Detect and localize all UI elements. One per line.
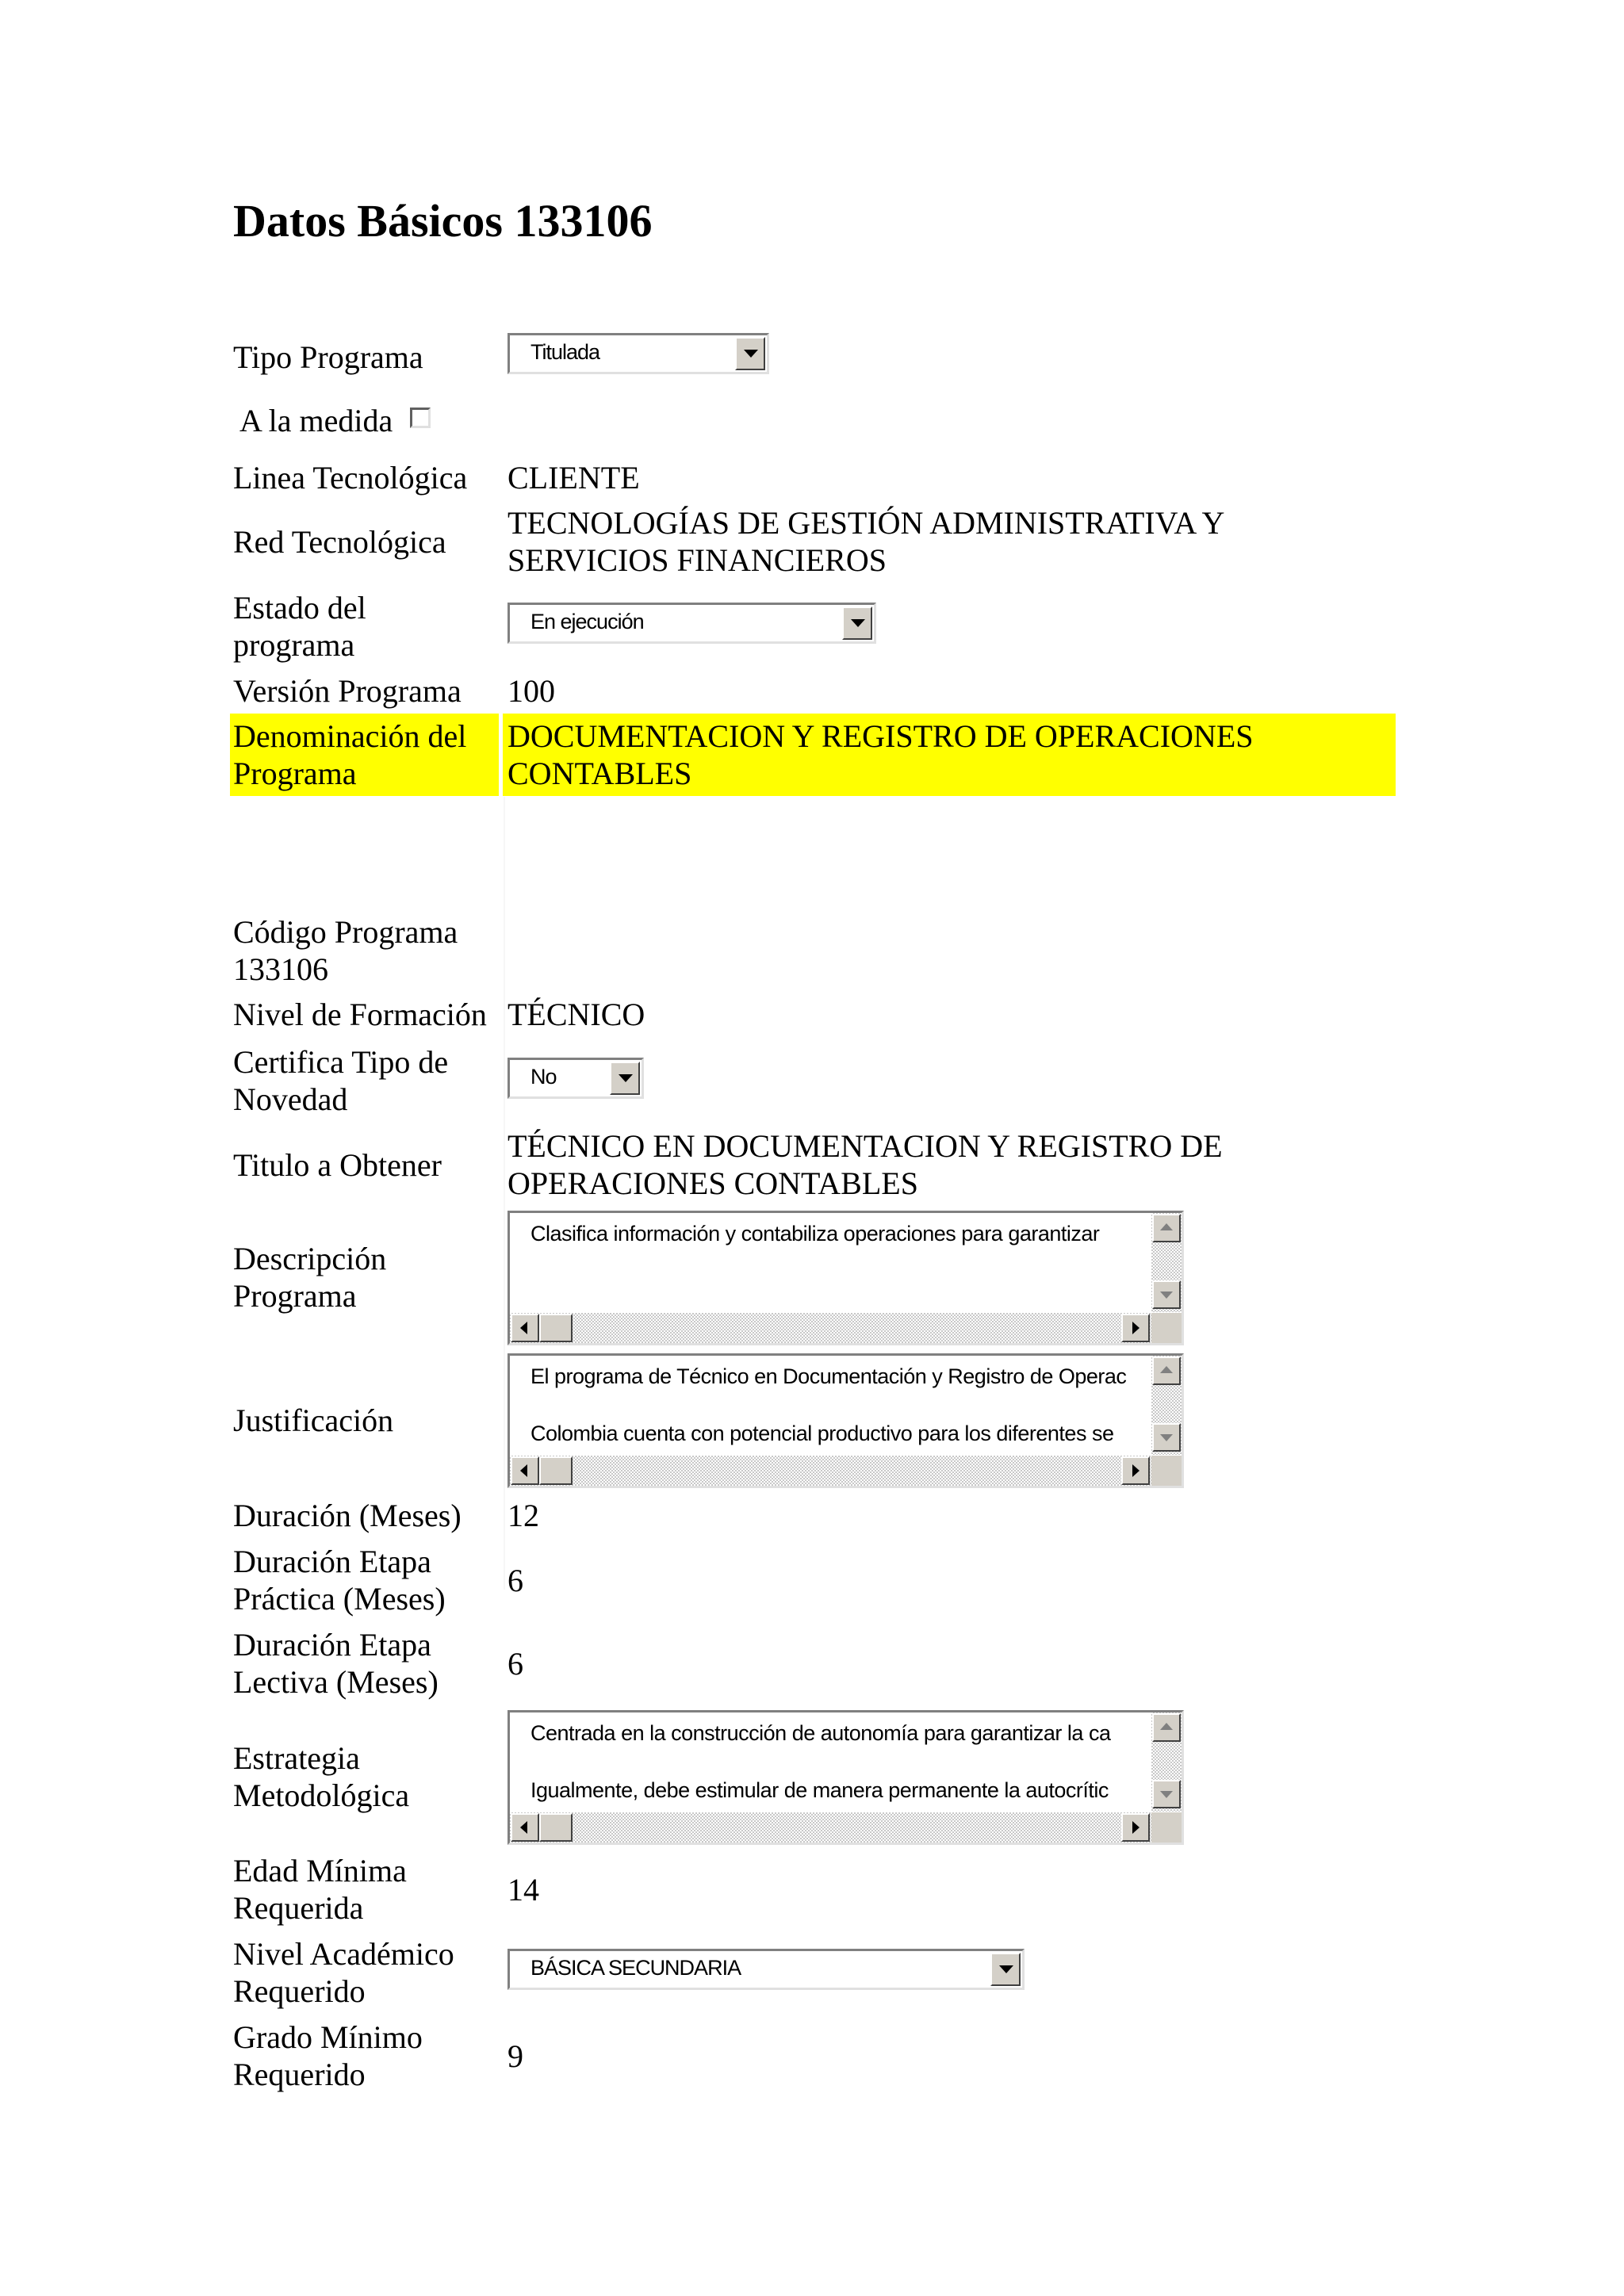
red-tecnologica-value-line1: TECNOLOGÍAS DE GESTIÓN ADMINISTRATIVA Y (508, 505, 1225, 541)
nivel-academico-select[interactable] (508, 1949, 1025, 1990)
certifica-novedad-label-line1: Certifica Tipo de (233, 1044, 449, 1080)
scroll-left-icon[interactable] (511, 1314, 539, 1342)
version-programa-label: Versión Programa (233, 673, 462, 709)
estado-programa-label-line2: programa (233, 627, 355, 663)
chevron-down-icon[interactable] (610, 1062, 640, 1095)
estado-programa-select[interactable] (508, 603, 876, 644)
a-la-medida-checkbox[interactable] (410, 408, 431, 428)
scroll-thumb[interactable] (539, 1456, 573, 1485)
highlight-divider (499, 714, 503, 796)
titulo-obtener-label: Titulo a Obtener (233, 1147, 442, 1183)
scroll-right-icon[interactable] (1121, 1314, 1150, 1342)
linea-tecnologica-label: Linea Tecnológica (233, 460, 468, 496)
denominacion-label-line1: Denominación del (233, 718, 467, 754)
linea-tecnologica-value: CLIENTE (508, 460, 640, 496)
edad-minima-value: 14 (508, 1872, 539, 1908)
nivel-academico-label-line2: Requerido (233, 1973, 366, 2009)
edad-minima-label-line1: Edad Mínima (233, 1853, 407, 1888)
descripcion-text-line2 (530, 1276, 1157, 1305)
justificacion-label: Justificación (233, 1402, 394, 1438)
chevron-down-icon[interactable] (990, 1953, 1021, 1986)
scroll-left-icon[interactable] (511, 1456, 539, 1485)
scroll-right-icon[interactable] (1121, 1813, 1150, 1842)
tipo-programa-value: Titulada (530, 340, 600, 364)
scroll-thumb[interactable] (539, 1813, 573, 1842)
duracion-lectiva-value: 6 (508, 1646, 523, 1682)
scrollbar-corner (1151, 1812, 1182, 1843)
grado-minimo-value: 9 (508, 2038, 523, 2074)
red-tecnologica-value-line2: SERVICIOS FINANCIEROS (508, 542, 887, 578)
justificacion-textarea[interactable] (508, 1353, 1184, 1488)
certifica-novedad-label-line2: Novedad (233, 1081, 348, 1117)
scroll-down-icon[interactable] (1152, 1423, 1181, 1452)
duracion-practica-value: 6 (508, 1563, 523, 1598)
duracion-lectiva-label-line2: Lectiva (Meses) (233, 1664, 439, 1700)
duracion-practica-label-line2: Práctica (Meses) (233, 1581, 446, 1617)
scroll-down-icon[interactable] (1152, 1280, 1181, 1309)
certifica-novedad-select[interactable] (508, 1058, 644, 1099)
descripcion-textarea[interactable] (508, 1211, 1184, 1345)
scroll-thumb[interactable] (539, 1314, 573, 1342)
nivel-academico-value: BÁSICA SECUNDARIA (530, 1956, 741, 1980)
duracion-lectiva-label-line1: Duración Etapa (233, 1627, 431, 1663)
justificacion-text-line1: El programa de Técnico en Documentación y Registro de Operac (530, 1364, 1127, 1388)
estado-programa-value: En ejecución (530, 610, 644, 633)
descripcion-text-line1: Clasifica información y contabiliza operaciones para garantizar (530, 1222, 1100, 1246)
estrategia-textarea[interactable] (508, 1710, 1184, 1845)
red-tecnologica-label: Red Tecnológica (233, 524, 446, 560)
grado-minimo-label-line1: Grado Mínimo (233, 2019, 423, 2055)
scrollbar-corner (1151, 1456, 1182, 1486)
a-la-medida-label: A la medida (239, 403, 393, 438)
scroll-right-icon[interactable] (1121, 1456, 1150, 1485)
scroll-up-icon[interactable] (1152, 1214, 1181, 1242)
codigo-programa-value: 133106 (233, 951, 328, 987)
estrategia-label-line1: Estrategia (233, 1740, 360, 1776)
edad-minima-label-line2: Requerida (233, 1890, 364, 1926)
descripcion-label-line2: Programa (233, 1278, 357, 1314)
nivel-formacion-value: TÉCNICO (508, 997, 645, 1032)
tipo-programa-select[interactable] (508, 333, 769, 374)
horizontal-scrollbar[interactable] (510, 1456, 1151, 1486)
duracion-label: Duración (Meses) (233, 1498, 462, 1533)
horizontal-scrollbar[interactable] (510, 1812, 1151, 1843)
nivel-formacion-label: Nivel de Formación (233, 997, 487, 1032)
justificacion-text-line2: Colombia cuenta con potencial productivo para los diferentes se (530, 1422, 1114, 1445)
estado-programa-label-line1: Estado del (233, 590, 366, 626)
denominacion-label-line2: Programa (233, 756, 357, 791)
nivel-academico-label-line1: Nivel Académico (233, 1936, 454, 1972)
column-divider (504, 797, 505, 1590)
descripcion-label-line1: Descripción (233, 1241, 387, 1276)
scroll-up-icon[interactable] (1152, 1713, 1181, 1742)
titulo-obtener-value-line1: TÉCNICO EN DOCUMENTACION Y REGISTRO DE (508, 1128, 1223, 1164)
denominacion-value-line2: CONTABLES (508, 756, 692, 791)
duracion-practica-label-line1: Duración Etapa (233, 1544, 431, 1579)
tipo-programa-label: Tipo Programa (233, 339, 423, 375)
grado-minimo-label-line2: Requerido (233, 2057, 366, 2092)
duracion-value: 12 (508, 1498, 539, 1533)
scroll-left-icon[interactable] (511, 1813, 539, 1842)
denominacion-value-line1: DOCUMENTACION Y REGISTRO DE OPERACIONES (508, 718, 1254, 754)
scroll-down-icon[interactable] (1152, 1780, 1181, 1808)
horizontal-scrollbar[interactable] (510, 1313, 1151, 1343)
scrollbar-corner (1151, 1313, 1182, 1343)
chevron-down-icon[interactable] (842, 607, 872, 640)
codigo-programa-label: Código Programa (233, 914, 458, 950)
estrategia-label-line2: Metodológica (233, 1777, 410, 1813)
estrategia-text-line2: Igualmente, debe estimular de manera permanente la autocrític (530, 1778, 1109, 1802)
scroll-up-icon[interactable] (1152, 1357, 1181, 1385)
chevron-down-icon[interactable] (735, 337, 765, 370)
titulo-obtener-value-line2: OPERACIONES CONTABLES (508, 1165, 918, 1201)
version-programa-value: 100 (508, 673, 555, 709)
certifica-novedad-value: No (530, 1065, 557, 1089)
estrategia-text-line1: Centrada en la construcción de autonomía para garantizar la ca (530, 1721, 1111, 1745)
page-title: Datos Básicos 133106 (233, 195, 653, 247)
